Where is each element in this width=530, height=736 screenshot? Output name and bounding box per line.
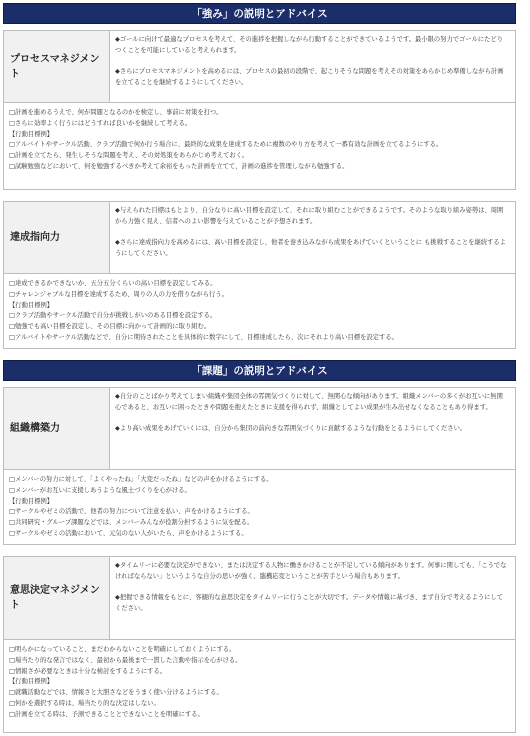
advice-item: □場当たり的な発言ではなく、最初から最後まで一貫した言動や指示を心がける。: [9, 656, 242, 664]
advice-item: □明らかになっていること、まだわからないことを明確にしておくようにする。: [9, 646, 236, 653]
advice-list: [4, 274, 515, 349]
advice-item: □サークルやゼミの活動で、他者の努力について注意を払い、声をかけるようにする。: [9, 508, 254, 516]
advice-item: □クラブ活動やサークル活動で自分が挑戦しがいのある目標を設定する。: [9, 312, 217, 320]
advice-item-heading: 【行動目標例】: [9, 678, 54, 686]
advice-item: □アルバイトやサークル活動、クラブ活動で何か行う場合に、最終的な成果を達成するために複数のやり方を考えて一番有効な計画を立てるようにする。: [9, 141, 443, 149]
advice-item: □メンバーがお互いに支援しあうような風土づくりを心がける。: [9, 486, 191, 494]
advice-list: [4, 640, 515, 726]
strength-description: [110, 31, 515, 102]
strength-block-achievement: [3, 201, 516, 349]
advice-item: □チャレンジャブルな目標を達成するため、周りの人の力を借りながら行う。: [9, 290, 228, 298]
strength-block-process-management: [3, 30, 516, 190]
description-paragraph: ◆さらにプロセスマネジメントを高めるには、プロセスの最初の段階で、起こりそうな問題を考えその対策をあらかじめ準備しながら計画を立てることを継続するようにしてください。: [115, 68, 504, 87]
advice-item: □試験勉強などにおいて、何を勉強するべきか考えて余裕をもった計画を立てて、計画の進捗を管理しながら勉強する。: [9, 162, 349, 170]
strength-label: 達成指向力: [4, 202, 110, 273]
advice-item: □サークルやゼミの活動において、元気のない人がいたら、声をかけるようにする。: [9, 529, 248, 537]
advice-item: □達成できるかできないか、五分五分くらいの高い目標を設定してみる。: [9, 280, 217, 287]
advice-item: □勉強でも高い目標を設定し、その目標に向かって計画的に取り組む。: [9, 323, 211, 331]
advice-item: □何かを選択する時は、場当たり的な決定はしない。: [9, 699, 160, 707]
advice-item-heading: 【行動目標例】: [9, 497, 54, 505]
advice-item-heading: 【行動目標例】: [9, 301, 54, 309]
issues-section-header: 「課題」の説明とアドバイス: [3, 360, 516, 381]
advice-item: □メンバーの努力に対して、「よくやったね」「大変だったね」などの声をかけるようにする。: [9, 476, 273, 483]
description-paragraph: ◆タイムリーに必要な決定ができない、または決定する人物に働きかけることが不足している傾向があります。何事に関しても、「こうでなければならない」というような自分の思いが強く、臨機応変ということが苦手という場合もあります。: [115, 562, 507, 580]
issue-block-decision: [3, 556, 516, 733]
advice-item: □さらに効率よく行うにはどうすれば良いかを継続して考える。: [9, 119, 192, 127]
description-paragraph: ◆自分のことばかり考えてしまい組織や集団全体の雰囲気づくりに対して、無関心な傾向があります。組織メンバーの多くがお互いに無関心であると、お互いに困ったときや問題を抱えたときに支援を得られず、組織としてよい成果が生み出せなくなることもあり得ます。: [115, 393, 503, 411]
description-paragraph: ◆把握できる情報をもとに、客観的な意思決定をタイムリーに行うことが大切です。データや情報に基づき、まず自分で考えるようにしてください。: [115, 594, 504, 613]
advice-item: □計画を立てたら、発生しそうな問題を考え、その対処策をあらかじめ考えておく。: [9, 152, 249, 160]
strength-description: [110, 202, 515, 273]
description-paragraph: ◆与えられた目標はもとより、自分なりに高い目標を設定して、それに取り組むことができるようです。そのような取り組み姿勢は、周囲から力強く見え、信者へのよい影響を与えていることが予想されます。: [115, 207, 504, 225]
advice-item: □計画を立てる時は、予測できることとできないことを明確にする。: [9, 710, 204, 718]
advice-item: □共同研究・グループ課題などでは、メンバーみんなが役割分担するように気を配る。: [9, 519, 254, 527]
description-paragraph: ◆より高い成果をあげていくには、自分から集団の前向きな雰囲気づくりに貢献するような行動をとるようにしてください。: [115, 425, 467, 433]
advice-list: [4, 470, 515, 545]
advice-item: □就職活動などでは、情報さと大胆さなどをうまく使い分けるようにする。: [9, 689, 223, 697]
issue-label: 意思決定マネジメント: [4, 557, 110, 639]
description-paragraph: ◆ゴールに向けて最適なプロセスを考えて、その進捗を把握しながら行動することができているようです。最小限の努力でゴールにたどりつくことを可能にしていると考えられます。: [115, 36, 504, 54]
issue-label: 組織構築力: [4, 388, 110, 469]
advice-list: [4, 103, 515, 178]
strengths-section-header: 「強み」の説明とアドバイス: [3, 3, 516, 24]
description-paragraph: ◆さらに達成指向力を高めるには、高い目標を設定し、他者を巻き込みながら成果をあげていくということに も挑戦することを継続するようにしてください。: [115, 239, 506, 258]
advice-item: □計画を進めるうえで、何が問題となるのかを検定し、事前に対策を打つ。: [9, 109, 223, 116]
strength-label: プロセスマネジメント: [4, 31, 110, 102]
issue-description: [110, 557, 515, 639]
advice-item: □情報さが必要なときは十分な検討をするようにする。: [9, 667, 167, 675]
advice-item-heading: 【行動目標例】: [9, 130, 54, 138]
issue-description: [110, 388, 515, 469]
advice-item: □アルバイトやサークル活動などで、自分に期待されたことを具体的に数字にして、目標達成したら、次にそれより高い目標を設定する。: [9, 333, 398, 341]
issue-block-organization: [3, 387, 516, 545]
